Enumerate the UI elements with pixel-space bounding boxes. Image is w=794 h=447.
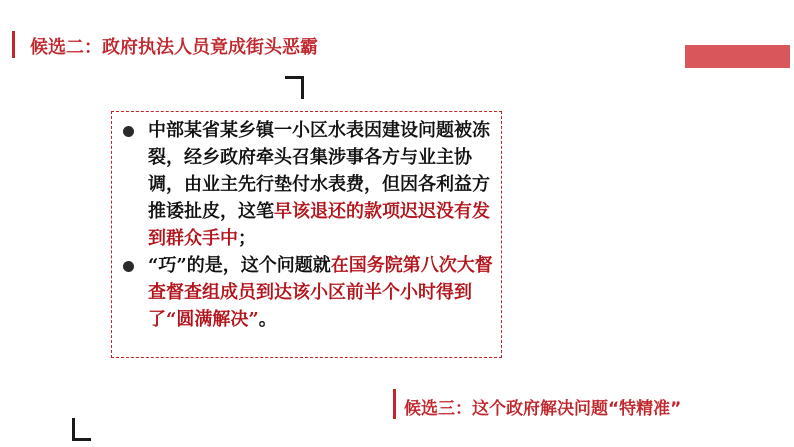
bullet-2-text: “巧”的是，这个问题就 [148, 255, 331, 276]
bullet-item-1 [121, 117, 496, 252]
bullet-dot-icon [123, 261, 134, 272]
bullet-dot-icon [123, 126, 134, 137]
heading-bottom-bar [393, 389, 396, 419]
bullet-1-end: ； [238, 228, 256, 249]
bullet-list [121, 117, 496, 333]
bullet-2-end: 。 [258, 309, 277, 330]
bullet-item-2 [121, 252, 496, 333]
corner-bracket-top-right [285, 76, 304, 99]
bullet-1-highlight: 早该退还的款项迟迟没有发到群众手中 [148, 201, 490, 249]
heading-top: 候选二：政府执法人员竟成街头恶霸 [30, 37, 318, 58]
corner-bracket-bottom-left [72, 418, 91, 441]
heading-bottom: 候选三：这个政府解决问题“特精准” [404, 399, 682, 419]
bullet-2-highlight: 在国务院第八次大督查督查组成员到达该小区前半个小时得到了“圆满解决” [148, 255, 493, 330]
bullet-1-text: 中部某省某乡镇一小区水表因建设问题被冻裂，经乡政府牵头召集涉事各方与业主协调，由业主先行垫付水表费，但因各利益方推诿扯皮，这笔 [148, 120, 490, 222]
heading-top-bar [12, 31, 15, 58]
accent-block [685, 45, 790, 68]
